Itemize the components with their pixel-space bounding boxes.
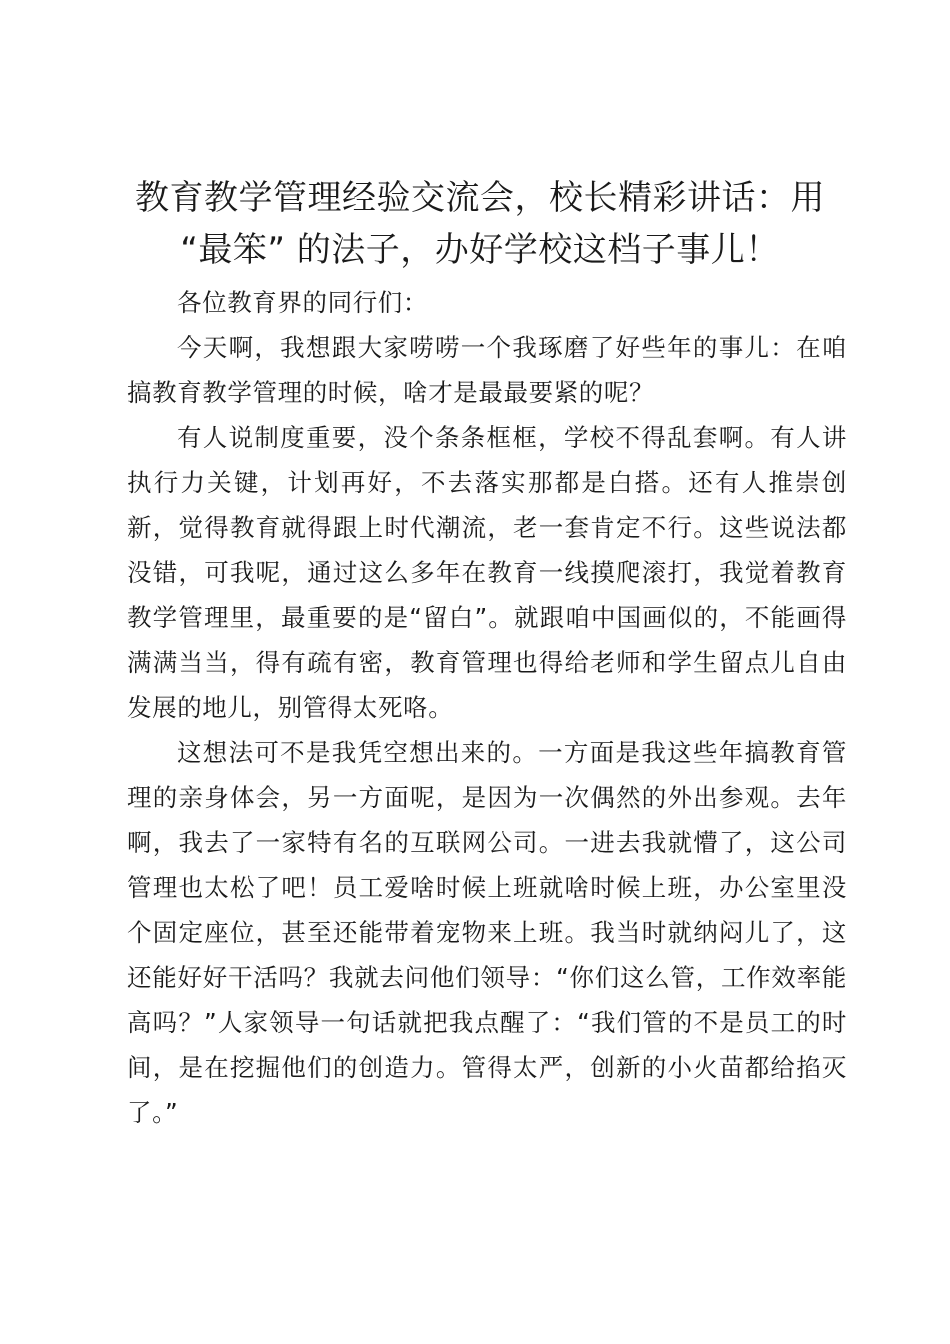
document-body <box>127 280 847 1135</box>
title-line-2: “最笨” 的法子，办好学校这档子事儿！ <box>180 230 780 270</box>
paragraph-2: 有人说制度重要，没个条条框框，学校不得乱套啊。有人讲执行力关键，计划再好，不去落实那都是白搭。还有人推崇创新，觉得教育就得跟上时代潮流，老一套肯定不行。这些说法都没错，可我呢，通过这么多年在教育一线摸爬滚打，我觉着教育教学管理里，最重要的是“留白”。就跟咱中国画似的，不能画得满满当当，得有疏有密，教育管理也得给老师和学生留点儿自由发展的地儿，别管得太死咯。 <box>127 423 847 722</box>
title-line-1: 教育教学管理经验交流会，校长精彩讲话：用 <box>135 178 825 218</box>
salutation: 各位教育界的同行们： <box>177 288 428 317</box>
paragraph-3: 这想法可不是我凭空想出来的。一方面是我这些年搞教育管理的亲身体会，另一方面呢，是因为一次偶然的外出参观。去年啊，我去了一家特有名的互联网公司。一进去我就懵了，这公司管理也太松了吧！员工爱啥时候上班就啥时候上班，办公室里没个固定座位，甚至还能带着宠物来上班。我当时就纳闷儿了，这还能好好干活吗？我就去问他们领导：“你们这么管，工作效率能高吗？”人家领导一句话就把我点醒了：“我们管的不是员工的时间，是在挖掘他们的创造力。管得太严，创新的小火苗都给掐灭了。” <box>127 738 847 1127</box>
document-title <box>120 172 840 276</box>
paragraph-1: 今天啊，我想跟大家唠唠一个我琢磨了好些年的事儿：在咱搞教育教学管理的时候，啥才是最最要紧的呢？ <box>127 333 847 407</box>
